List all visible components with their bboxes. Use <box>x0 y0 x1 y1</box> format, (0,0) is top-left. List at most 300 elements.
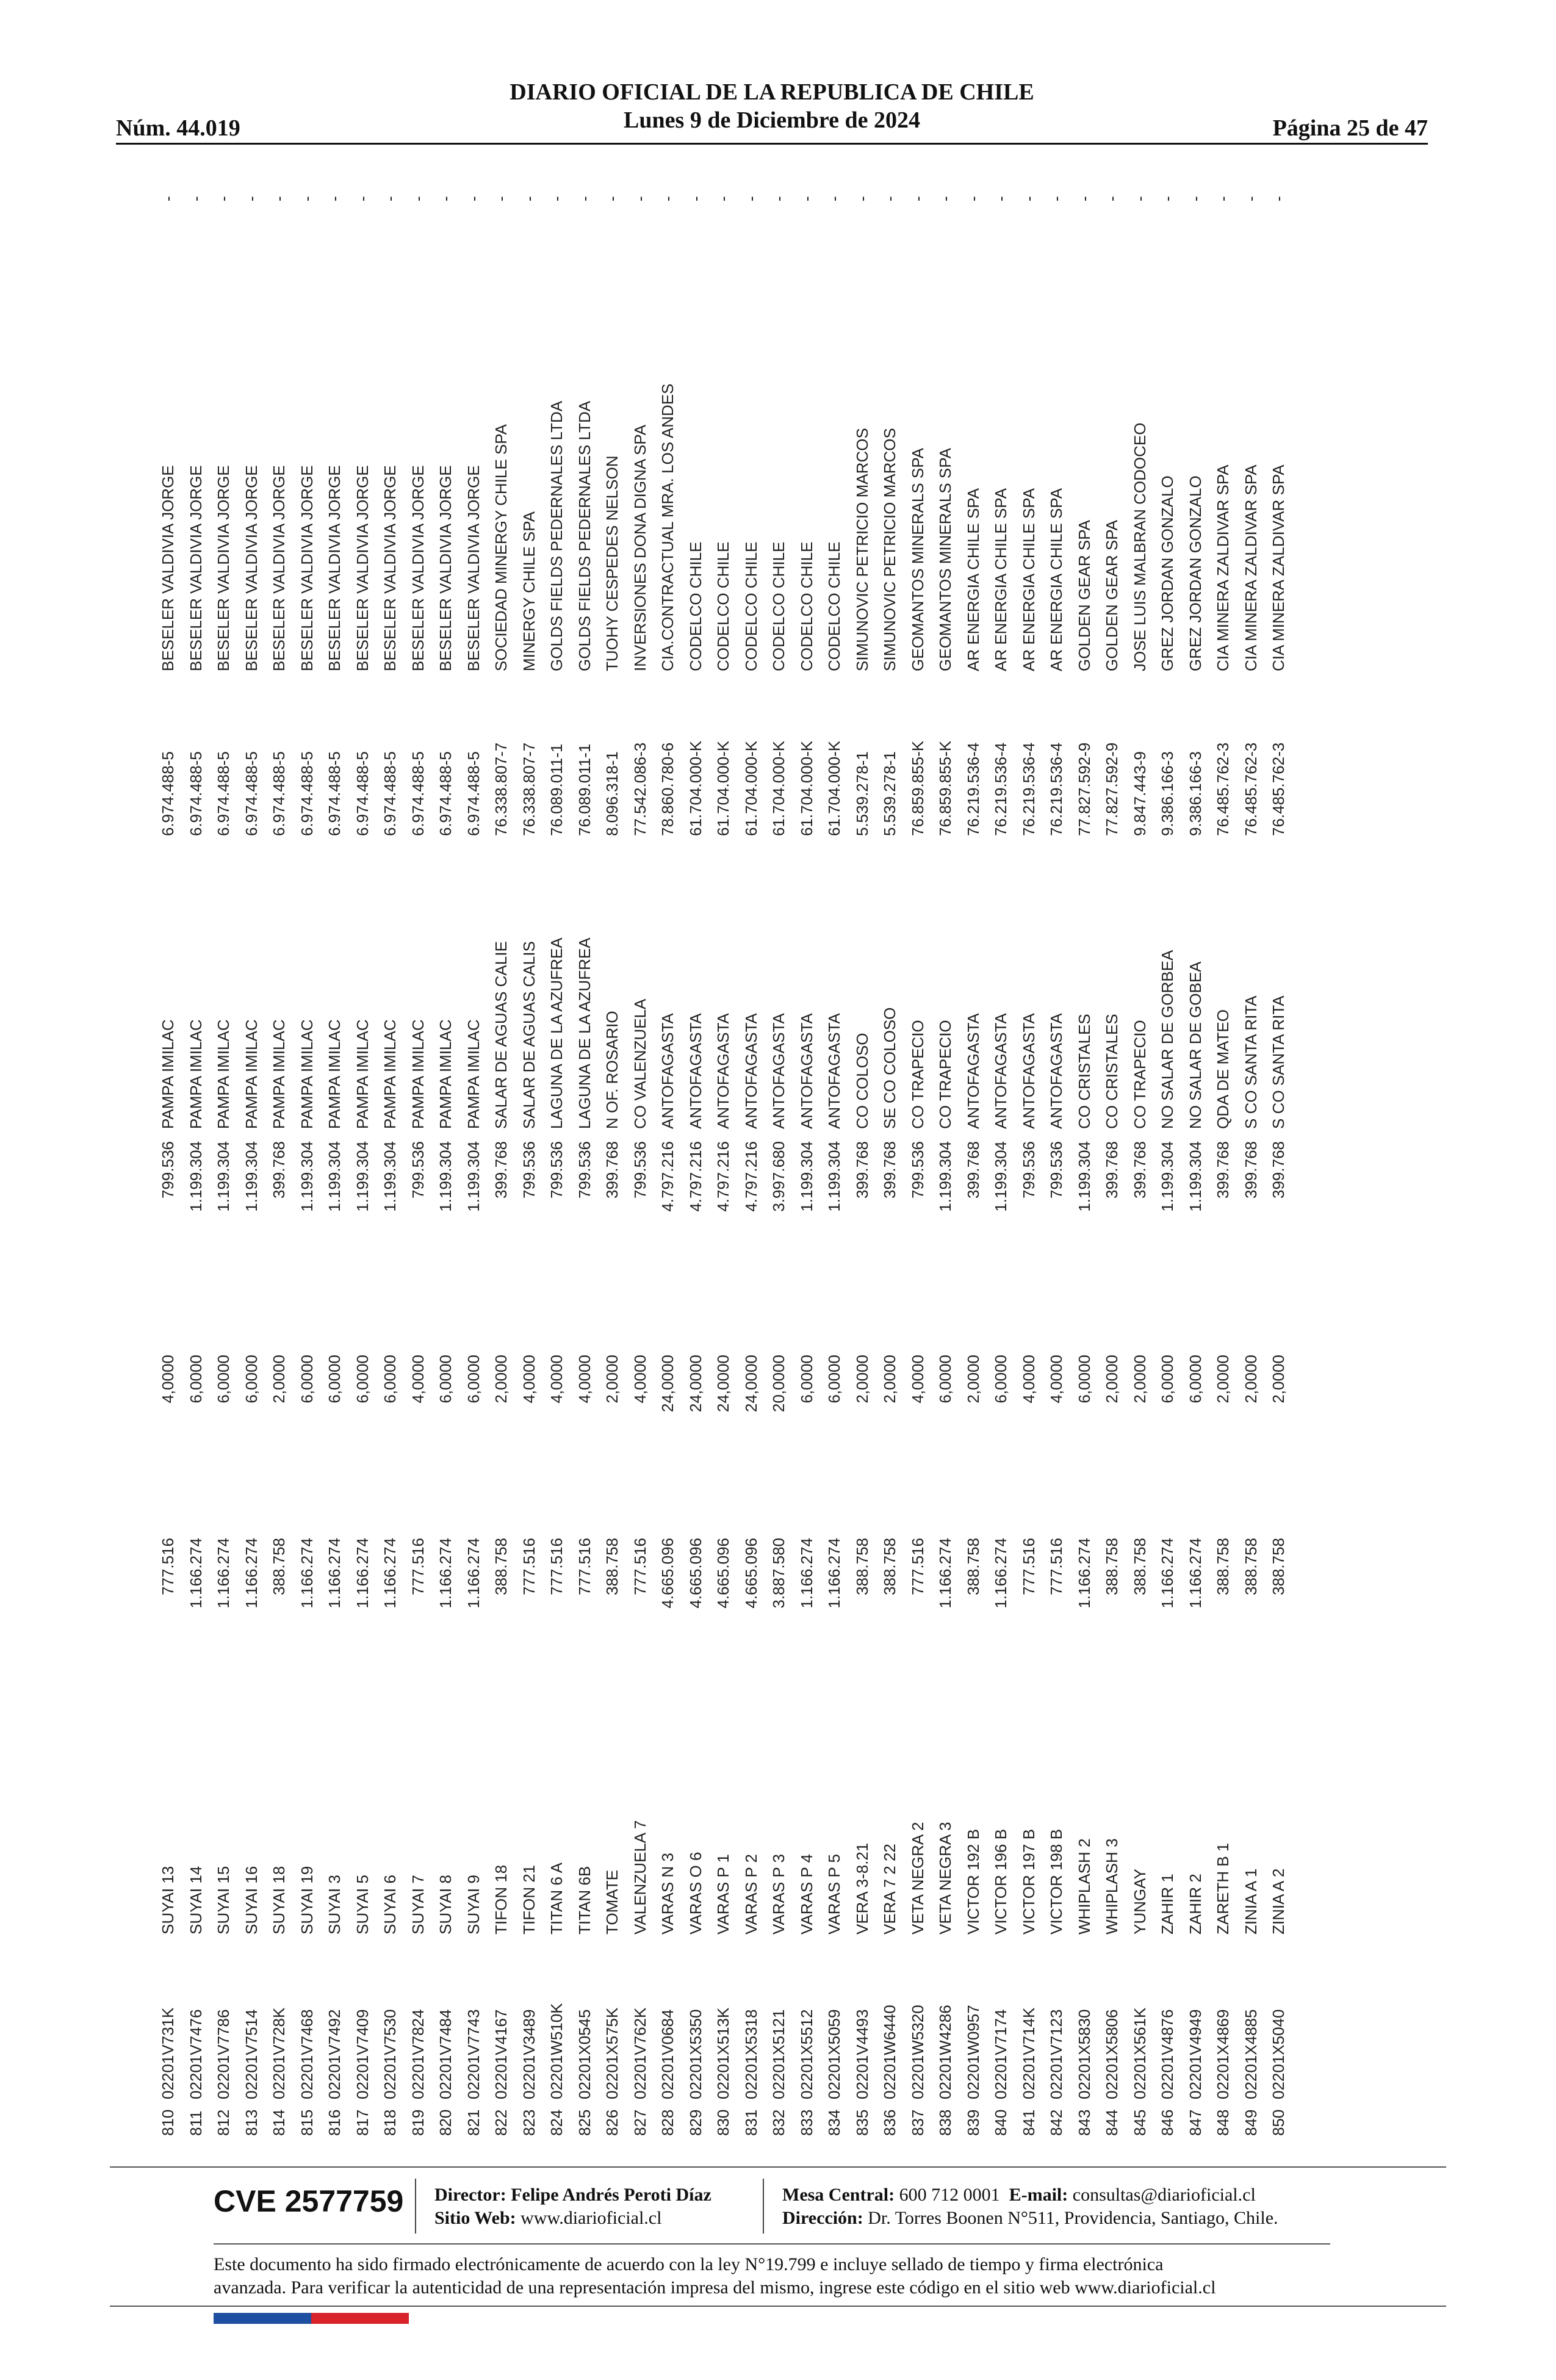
owner-rut: 61.704.000-K <box>769 740 788 836</box>
location: SE CO COLOSO <box>881 1007 899 1129</box>
dash: - <box>963 196 982 201</box>
table-row <box>1214 183 1232 2136</box>
hectares: 4,0000 <box>908 1355 927 1404</box>
concession-name: ZAHIR 1 <box>1158 1873 1176 1935</box>
dash: - <box>1075 196 1093 201</box>
dash: - <box>353 196 372 201</box>
owner-name: CODELCO CHILE <box>825 541 843 671</box>
owner-name: CIA MINERA ZALDIVAR SPA <box>1241 464 1260 671</box>
row-number: 846 <box>1158 2109 1176 2136</box>
amount-2: 799.536 <box>547 1141 566 1199</box>
owner-name: CODELCO CHILE <box>797 541 816 671</box>
concession-name: SUYAI 6 <box>381 1875 399 1935</box>
amount-1: 4.665.096 <box>686 1538 705 1609</box>
amount-1: 388.758 <box>1269 1538 1288 1595</box>
concession-code: 02201X5121 <box>769 2009 788 2099</box>
concession-name: VARAS N 3 <box>658 1853 677 1935</box>
concession-code: 02201V7484 <box>436 2009 455 2099</box>
table-row <box>658 183 677 2136</box>
concession-code: 02201W4286 <box>936 2005 954 2099</box>
location: CO CRISTALES <box>1075 1014 1093 1129</box>
page-number: Página 25 de 47 <box>1272 115 1428 141</box>
table-row <box>1103 183 1121 2136</box>
table-row <box>1020 183 1038 2136</box>
owner-name: BESELER VALDIVIA JORGE <box>464 465 483 671</box>
hectares: 6,0000 <box>297 1355 316 1404</box>
row-number: 820 <box>436 2109 455 2136</box>
row-number: 819 <box>408 2109 427 2136</box>
hectares: 6,0000 <box>936 1355 954 1404</box>
amount-1: 777.516 <box>408 1538 427 1595</box>
amount-1: 1.166.274 <box>464 1538 483 1609</box>
hectares: 6,0000 <box>797 1355 816 1404</box>
issue-number: Núm. 44.019 <box>116 115 240 141</box>
concession-name: SUYAI 14 <box>186 1866 205 1935</box>
dash: - <box>436 196 455 201</box>
hectares: 4,0000 <box>630 1355 649 1404</box>
concession-code: 02201V7492 <box>325 2009 344 2099</box>
amount-2: 1.199.304 <box>297 1141 316 1212</box>
amount-1: 1.166.274 <box>353 1538 372 1609</box>
concession-name: TIFON 18 <box>492 1864 510 1935</box>
mesa-phone: 600 712 0001 <box>899 2185 1000 2205</box>
amount-1: 388.758 <box>1130 1538 1149 1595</box>
concession-code: 02201V7514 <box>242 2009 261 2099</box>
location: ANTOFAGASTA <box>658 1013 677 1129</box>
concession-name: WHIPLASH 3 <box>1103 1838 1121 1935</box>
amount-1: 777.516 <box>908 1538 927 1595</box>
owner-rut: 76.219.536-4 <box>992 742 1010 836</box>
dash: - <box>159 196 177 201</box>
concession-name: VARAS O 6 <box>686 1852 705 1935</box>
owner-rut: 77.542.086-3 <box>630 742 649 836</box>
amount-2: 399.768 <box>1103 1141 1121 1199</box>
table-row <box>1075 183 1093 2136</box>
hectares: 6,0000 <box>1158 1355 1176 1404</box>
concession-name: YUNGAY <box>1130 1869 1149 1935</box>
hectares: 2,0000 <box>1241 1355 1260 1404</box>
concession-code: 02201V728K <box>270 2007 288 2099</box>
amount-2: 1.199.304 <box>436 1141 455 1212</box>
row-number: 814 <box>270 2109 288 2136</box>
header-rule <box>116 143 1428 145</box>
location: NO SALAR DE GOBEA <box>1186 961 1205 1129</box>
concession-name: TITAN 6 A <box>547 1863 566 1935</box>
amount-2: 399.768 <box>492 1141 510 1199</box>
concession-name: VICTOR 196 B <box>992 1829 1010 1935</box>
director-line <box>434 2183 711 2207</box>
concession-name: ZAHIR 2 <box>1186 1873 1205 1935</box>
address-line <box>782 2207 1278 2230</box>
owner-name: BESELER VALDIVIA JORGE <box>325 465 344 671</box>
dash: - <box>1158 196 1176 201</box>
owner-rut: 76.219.536-4 <box>1047 742 1065 836</box>
footer-rule <box>110 2306 1446 2307</box>
hectares: 6,0000 <box>325 1355 344 1404</box>
table-row <box>798 183 816 2136</box>
legal-line: avanzada. Para verificar la autenticidad de una representación impresa del mismo, ingrese este código en el sitio web www.diarioficial.cl <box>214 2277 1216 2298</box>
row-number: 835 <box>852 2109 871 2136</box>
director-name: Felipe Andrés Peroti Díaz <box>511 2185 711 2205</box>
dash: - <box>242 196 261 201</box>
dash: - <box>297 196 316 201</box>
dash: - <box>658 196 677 201</box>
amount-1: 777.516 <box>1047 1538 1065 1595</box>
amount-1: 388.758 <box>1214 1538 1232 1595</box>
concession-code: 02201V4949 <box>1186 2009 1205 2099</box>
concession-code: 02201V714K <box>1019 2007 1038 2099</box>
location: PAMPA IMILAC <box>381 1019 399 1129</box>
concession-name: VARAS P 4 <box>797 1854 816 1935</box>
amount-1: 777.516 <box>1019 1538 1038 1595</box>
amount-2: 1.199.304 <box>1158 1141 1176 1212</box>
owner-rut: 61.704.000-K <box>741 740 760 836</box>
table-row <box>436 183 455 2136</box>
row-number: 845 <box>1130 2109 1149 2136</box>
amount-2: 1.199.304 <box>464 1141 483 1212</box>
dash: - <box>575 196 594 201</box>
concession-code: 02201W510K <box>547 2003 566 2099</box>
amount-2: 4.797.216 <box>686 1141 705 1212</box>
dash: - <box>1019 196 1038 201</box>
amount-1: 388.758 <box>492 1538 510 1595</box>
concession-code: 02201X575K <box>603 2007 621 2099</box>
table-row <box>742 183 760 2136</box>
table-row <box>159 183 177 2136</box>
owner-rut: 8.096.318-1 <box>603 751 621 836</box>
row-number: 830 <box>714 2109 732 2136</box>
dash: - <box>825 196 843 201</box>
owner-name: BESELER VALDIVIA JORGE <box>214 465 232 671</box>
footer-divider <box>763 2179 764 2234</box>
owner-name: SIMUNOVIC PETRICIO MARCOS <box>881 428 899 671</box>
amount-1: 1.166.274 <box>797 1538 816 1609</box>
owner-rut: 76.485.762-3 <box>1269 742 1288 836</box>
amount-1: 1.166.274 <box>242 1538 261 1609</box>
amount-2: 399.768 <box>1214 1141 1232 1199</box>
hectares: 6,0000 <box>436 1355 455 1404</box>
location: CO TRAPECIO <box>936 1020 954 1129</box>
concession-code: 02201V731K <box>159 2007 177 2099</box>
dash: - <box>1269 196 1288 201</box>
concession-name: TIFON 21 <box>519 1864 538 1935</box>
owner-name: BESELER VALDIVIA JORGE <box>159 465 177 671</box>
owner-name: GOLDS FIELDS PEDERNALES LTDA <box>547 400 566 671</box>
dash: - <box>519 196 538 201</box>
location: PAMPA IMILAC <box>325 1019 344 1129</box>
amount-1: 1.166.274 <box>297 1538 316 1609</box>
hectares: 24,0000 <box>686 1355 705 1412</box>
dash: - <box>797 196 816 201</box>
row-number: 831 <box>741 2109 760 2136</box>
hectares: 4,0000 <box>547 1355 566 1404</box>
amount-1: 1.166.274 <box>186 1538 205 1609</box>
amount-2: 399.768 <box>852 1141 871 1199</box>
owner-name: CODELCO CHILE <box>769 541 788 671</box>
hectares: 24,0000 <box>658 1355 677 1412</box>
table-row <box>187 183 205 2136</box>
concession-code: 02201X5318 <box>741 2009 760 2099</box>
table-row <box>881 183 899 2136</box>
location: ANTOFAGASTA <box>1019 1013 1038 1129</box>
amount-2: 4.797.216 <box>741 1141 760 1212</box>
table-row <box>214 183 232 2136</box>
table-row <box>1186 183 1205 2136</box>
location: ANTOFAGASTA <box>741 1013 760 1129</box>
concession-code: 02201X513K <box>714 2007 732 2099</box>
hectares: 6,0000 <box>186 1355 205 1404</box>
dash: - <box>325 196 344 201</box>
amount-2: 799.536 <box>908 1141 927 1199</box>
table-row <box>603 183 621 2136</box>
concession-code: 02201V7123 <box>1047 2009 1065 2099</box>
concession-code: 02201X561K <box>1130 2007 1149 2099</box>
amount-2: 1.199.304 <box>825 1141 843 1212</box>
concession-code: 02201W0957 <box>963 2005 982 2099</box>
concession-code: 02201X5830 <box>1075 2009 1093 2099</box>
concessions-table <box>153 183 1373 2136</box>
concession-code: 02201V7786 <box>214 2009 232 2099</box>
owner-name: JOSE LUIS MALBRAN CODOCEO <box>1130 422 1149 671</box>
concession-name: SUYAI 18 <box>270 1866 288 1935</box>
owner-name: BESELER VALDIVIA JORGE <box>353 465 372 671</box>
amount-2: 1.199.304 <box>992 1141 1010 1212</box>
amount-1: 1.166.274 <box>936 1538 954 1609</box>
amount-2: 799.536 <box>1019 1141 1038 1199</box>
owner-rut: 6.974.488-5 <box>464 751 483 836</box>
amount-1: 1.166.274 <box>381 1538 399 1609</box>
location: ANTOFAGASTA <box>686 1013 705 1129</box>
location: N OF. ROSARIO <box>603 1011 621 1129</box>
row-number: 833 <box>797 2109 816 2136</box>
owner-rut: 5.539.278-1 <box>881 751 899 836</box>
row-number: 841 <box>1019 2109 1038 2136</box>
table-row <box>1131 183 1149 2136</box>
concession-code: 02201V7743 <box>464 2009 483 2099</box>
amount-2: 1.199.304 <box>381 1141 399 1212</box>
footer-rule <box>214 2243 1330 2245</box>
address-label: Dirección: <box>782 2208 863 2228</box>
concession-code: 02201X5350 <box>686 2009 705 2099</box>
concession-name: SUYAI 19 <box>297 1866 316 1935</box>
hectares: 6,0000 <box>825 1355 843 1404</box>
location: QDA DE MATEO <box>1214 1009 1232 1129</box>
owner-name: BESELER VALDIVIA JORGE <box>270 465 288 671</box>
hectares: 2,0000 <box>881 1355 899 1404</box>
table-row <box>575 183 594 2136</box>
amount-2: 3.997.680 <box>769 1141 788 1212</box>
table-row <box>547 183 566 2136</box>
table-row <box>936 183 954 2136</box>
amount-1: 777.516 <box>519 1538 538 1595</box>
amount-2: 399.768 <box>1130 1141 1149 1199</box>
table-row <box>381 183 399 2136</box>
concession-name: VERA 3-8.21 <box>852 1842 871 1935</box>
owner-name: CIA MINERA ZALDIVAR SPA <box>1269 464 1288 671</box>
amount-2: 799.536 <box>1047 1141 1065 1199</box>
location: LAGUNA DE LA AZUFREA <box>547 937 566 1129</box>
owner-rut: 6.974.488-5 <box>325 751 344 836</box>
owner-name: BESELER VALDIVIA JORGE <box>186 465 205 671</box>
row-number: 850 <box>1269 2109 1288 2136</box>
concession-code: 02201V0684 <box>658 2009 677 2099</box>
hectares: 6,0000 <box>992 1355 1010 1404</box>
location: ANTOFAGASTA <box>825 1013 843 1129</box>
owner-name: GOLDEN GEAR SPA <box>1103 519 1121 671</box>
owner-rut: 76.859.855-K <box>936 740 954 836</box>
concession-code: 02201V7530 <box>381 2009 399 2099</box>
owner-name: GREZ JORDAN GONZALO <box>1186 475 1205 671</box>
amount-2: 799.536 <box>630 1141 649 1199</box>
owner-rut: 6.974.488-5 <box>381 751 399 836</box>
concession-code: 02201W5320 <box>908 2005 927 2099</box>
location: PAMPA IMILAC <box>408 1019 427 1129</box>
hectares: 6,0000 <box>214 1355 232 1404</box>
dash: - <box>492 196 510 201</box>
owner-name: GOLDEN GEAR SPA <box>1075 519 1093 671</box>
row-number: 832 <box>769 2109 788 2136</box>
contact-line <box>782 2183 1278 2207</box>
table-row <box>1047 183 1065 2136</box>
location: ANTOFAGASTA <box>714 1013 732 1129</box>
amount-2: 399.768 <box>1269 1141 1288 1199</box>
owner-rut: 6.974.488-5 <box>186 751 205 836</box>
table-row <box>270 183 288 2136</box>
row-number: 821 <box>464 2109 483 2136</box>
hectares: 6,0000 <box>353 1355 372 1404</box>
table-row <box>964 183 982 2136</box>
header-center <box>116 78 1428 134</box>
hectares: 6,0000 <box>1186 1355 1205 1404</box>
director-block <box>434 2183 711 2230</box>
location: PAMPA IMILAC <box>436 1019 455 1129</box>
table-row <box>631 183 649 2136</box>
hectares: 4,0000 <box>1019 1355 1038 1404</box>
amount-1: 1.166.274 <box>1158 1538 1176 1609</box>
table-row <box>520 183 538 2136</box>
owner-rut: 9.847.443-9 <box>1130 751 1149 836</box>
amount-1: 1.166.274 <box>992 1538 1010 1609</box>
row-number: 810 <box>159 2109 177 2136</box>
concession-name: SUYAI 13 <box>159 1866 177 1935</box>
concession-name: VALENZUELA 7 <box>630 1820 649 1935</box>
amount-2: 1.199.304 <box>797 1141 816 1212</box>
location: CO TRAPECIO <box>1130 1020 1149 1129</box>
hectares: 2,0000 <box>1269 1355 1288 1404</box>
concession-name: SUYAI 15 <box>214 1866 232 1935</box>
location: CO TRAPECIO <box>908 1020 927 1129</box>
amount-1: 1.166.274 <box>1075 1538 1093 1609</box>
owner-rut: 76.485.762-3 <box>1241 742 1260 836</box>
dash: - <box>547 196 566 201</box>
location: S CO SANTA RITA <box>1269 995 1288 1129</box>
location: NO SALAR DE GORBEA <box>1158 950 1176 1129</box>
location: PAMPA IMILAC <box>242 1019 261 1129</box>
owner-name: AR ENERGIA CHILE SPA <box>992 488 1010 671</box>
concession-code: 02201X4869 <box>1214 2009 1232 2099</box>
email-link[interactable]: consultas@diarioficial.cl <box>1072 2185 1256 2205</box>
dash: - <box>186 196 205 201</box>
table-row <box>853 183 871 2136</box>
table-row <box>492 183 510 2136</box>
amount-2: 399.768 <box>270 1141 288 1199</box>
amount-2: 399.768 <box>881 1141 899 1199</box>
concession-name: SUYAI 5 <box>353 1875 372 1935</box>
owner-name: AR ENERGIA CHILE SPA <box>963 488 982 671</box>
amount-2: 4.797.216 <box>714 1141 732 1212</box>
hectares: 24,0000 <box>714 1355 732 1412</box>
amount-1: 388.758 <box>1103 1538 1121 1595</box>
hectares: 2,0000 <box>1214 1355 1232 1404</box>
dash: - <box>714 196 732 201</box>
owner-name: BESELER VALDIVIA JORGE <box>436 465 455 671</box>
location: ANTOFAGASTA <box>797 1013 816 1129</box>
concession-name: VICTOR 197 B <box>1019 1829 1038 1935</box>
row-number: 825 <box>575 2109 594 2136</box>
concession-name: SUYAI 3 <box>325 1875 344 1935</box>
owner-rut: 6.974.488-5 <box>436 751 455 836</box>
owner-rut: 61.704.000-K <box>797 740 816 836</box>
row-number: 818 <box>381 2109 399 2136</box>
hectares: 4,0000 <box>1047 1355 1065 1404</box>
location: PAMPA IMILAC <box>270 1019 288 1129</box>
footer-divider <box>415 2179 416 2234</box>
owner-rut: 61.704.000-K <box>825 740 843 836</box>
concession-name: VETA NEGRA 3 <box>936 1822 954 1935</box>
dash: - <box>1103 196 1121 201</box>
owner-rut: 9.386.166-3 <box>1158 751 1176 836</box>
owner-rut: 78.860.780-6 <box>658 742 677 836</box>
row-number: 840 <box>992 2109 1010 2136</box>
table-row <box>909 183 927 2136</box>
owner-rut: 76.338.807-7 <box>492 742 510 836</box>
row-number: 826 <box>603 2109 621 2136</box>
dash: - <box>630 196 649 201</box>
amount-2: 399.768 <box>1241 1141 1260 1199</box>
amount-1: 4.665.096 <box>741 1538 760 1609</box>
concession-name: SUYAI 16 <box>242 1866 261 1935</box>
dash: - <box>603 196 621 201</box>
concession-name: SUYAI 7 <box>408 1875 427 1935</box>
location: ANTOFAGASTA <box>963 1013 982 1129</box>
location: PAMPA IMILAC <box>159 1019 177 1129</box>
table-row <box>353 183 372 2136</box>
address-text: Dr. Torres Boonen N°511, Providencia, Santiago, Chile. <box>868 2208 1278 2228</box>
location: PAMPA IMILAC <box>464 1019 483 1129</box>
dash: - <box>1186 196 1205 201</box>
concession-code: 02201V7476 <box>186 2009 205 2099</box>
hectares: 6,0000 <box>381 1355 399 1404</box>
row-number: 837 <box>908 2109 927 2136</box>
concession-code: 02201V7409 <box>353 2009 372 2099</box>
table-row <box>298 183 316 2136</box>
row-number: 828 <box>658 2109 677 2136</box>
hectares: 2,0000 <box>852 1355 871 1404</box>
location: ANTOFAGASTA <box>1047 1013 1065 1129</box>
legal-line: Este documento ha sido firmado electrónicamente de acuerdo con la ley N°19.799 e incluye sellado de tiempo y firma electrónica <box>214 2254 1164 2274</box>
web-link[interactable]: www.diarioficial.cl <box>520 2208 662 2228</box>
concession-name: ZINIA A 2 <box>1269 1868 1288 1935</box>
owner-rut: 76.219.536-4 <box>1019 742 1038 836</box>
row-number: 829 <box>686 2109 705 2136</box>
dash: - <box>381 196 399 201</box>
amount-2: 1.199.304 <box>325 1141 344 1212</box>
owner-rut: 6.974.488-5 <box>353 751 372 836</box>
hectares: 6,0000 <box>1075 1355 1093 1404</box>
table-row <box>242 183 261 2136</box>
amount-2: 799.536 <box>408 1141 427 1199</box>
owner-rut: 6.974.488-5 <box>408 751 427 836</box>
